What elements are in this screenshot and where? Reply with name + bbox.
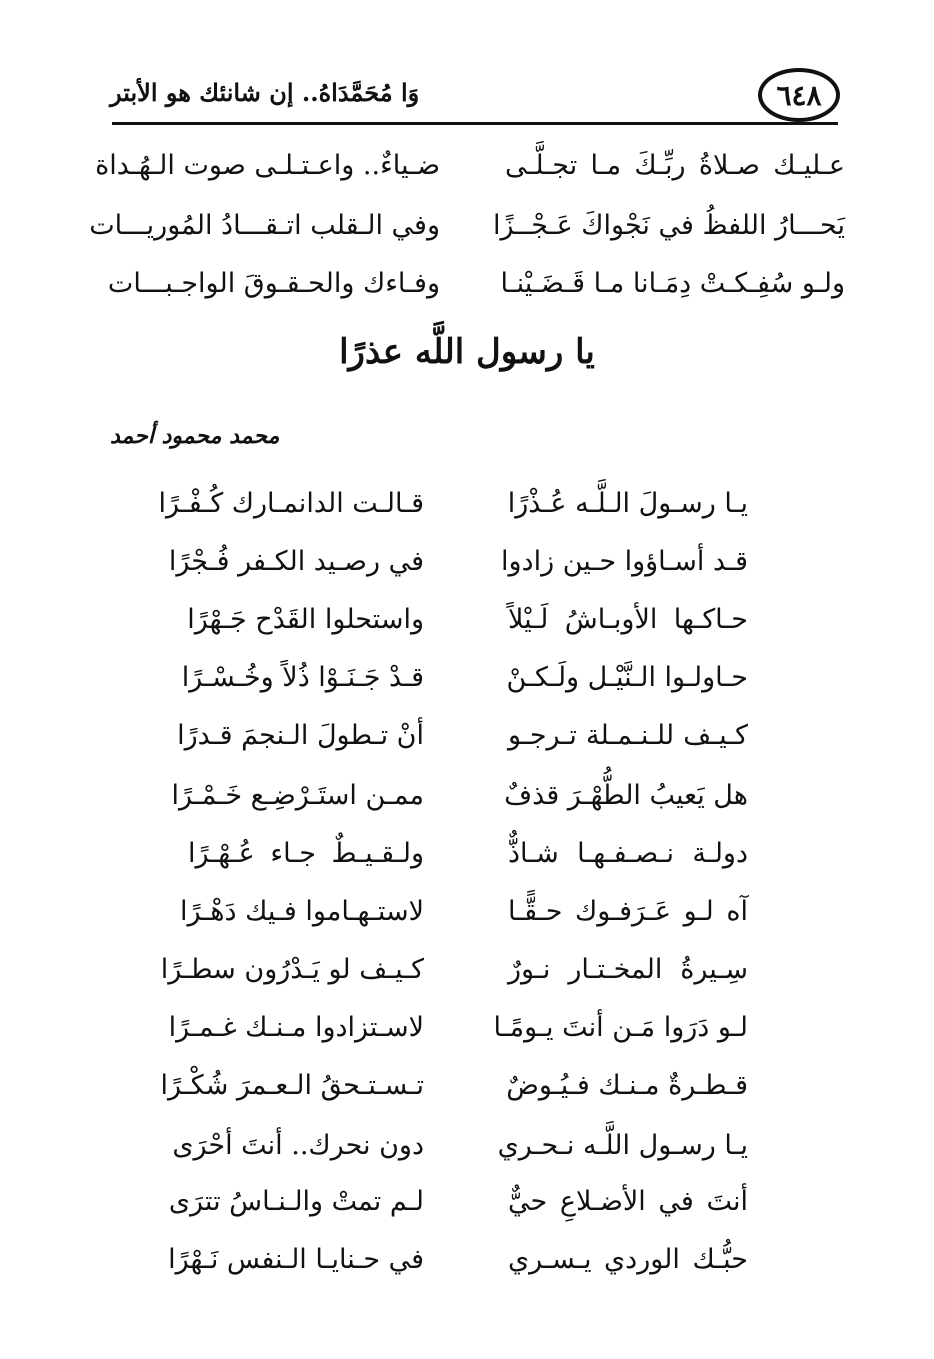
poem-verse-right: لـو دَرَوا مَـن أنتَ يـومًـا <box>493 1012 748 1043</box>
poem-verse-right: آه لـو عَـرَفـوك حـقًّـا <box>508 896 748 927</box>
page-number: ٦٤٨ <box>758 68 840 122</box>
poem-verse-left: في رصـيد الكـفر فُـجْرًا <box>168 546 424 577</box>
poem-verse-left: لاستـهـاموا فـيك دَهْـرًا <box>179 896 424 927</box>
poem-verse-left: قـدْ جَـنَـوْا ذُلاً وخُـسْـرًا <box>181 662 424 693</box>
poem-title: يا رسول اللَّه عذرًا <box>339 332 595 372</box>
poem-verse-right: حـاكـها الأوبـاشُ لَـيْلاً <box>508 604 748 635</box>
poem-verse-right: هل يَعيبُ الطُّهْـرَ قذفٌ <box>504 780 748 811</box>
intro-verse-right: يَحـــارُ اللفظُ في نَجْواكَ عَـجْــزًا <box>493 210 845 241</box>
intro-verse-left: وفـاءك والحـقـوقَ الواجـبـــات <box>107 268 440 299</box>
poem-verse-right: حبُّـك الوردي يـسـري <box>508 1244 748 1275</box>
poem-verse-left: ولـقـيـطٌ جـاء عُـهْـرًا <box>188 838 424 869</box>
poem-verse-left: دون نحرك.. أنتَ أحْرَى <box>172 1130 424 1161</box>
intro-verse-left: ضـياءٌ.. واعـتـلـى صوت الـهُـداة <box>95 150 440 181</box>
poem-verse-left: لاسـتزادوا مـنـك غـمـرًا <box>168 1012 424 1043</box>
poem-verse-right: كـيـف للـنـمـلة تـرجـو <box>508 720 748 751</box>
intro-verse-left: وفي الـقلب اتـقـــادُ المُوريـــات <box>89 210 440 241</box>
poem-verse-right: قـطـرةٌ مـنـك فـيُـوضٌ <box>506 1070 748 1101</box>
poem-verse-right: يـا رسـول اللَّـه نـحـري <box>497 1130 748 1161</box>
poem-verse-left: في حـنايـا الـنفس نَـهْرًا <box>168 1244 424 1275</box>
poem-verse-right: حـاولـوا الـنَّيْـل ولَـكـنْ <box>506 662 748 693</box>
poem-verse-right: قـد أسـاؤوا حـين زادوا <box>501 546 748 577</box>
poem-verse-right: دولـة نـصـفـهـا شـاذٌّ <box>508 838 748 869</box>
intro-verse-right: عـليـك صـلاةُ ربِّـكَ مـا تجـلَّـى <box>505 150 845 181</box>
poem-verse-left: كـيـف لو يَـدْرُون سطـرًا <box>160 954 424 985</box>
poem-verse-left: تـسـتـحقُ الـعـمرَ شُكْـرًا <box>160 1070 424 1101</box>
page-header <box>110 60 840 130</box>
poem-verse-left: ممـن استَـرْضِـع خَـمْـرًا <box>171 780 424 811</box>
poem-verse-left: واستحلوا القَدْح جَـهْرًا <box>187 604 424 635</box>
poem-verse-left: قـالـت الدانمـارك كُـفْـرًا <box>158 488 424 519</box>
intro-verse-right: ولـو سُفِـكـتْ دِمَـانا مـا قَـضَـيْنـا <box>500 268 845 299</box>
poem-verse-left: أنْ تـطولَ الـنجمَ قـدرًا <box>177 720 424 751</box>
poem-author: محمد محمود أحمد <box>110 423 280 449</box>
header-rule <box>112 122 838 125</box>
poem-verse-right: يـا رسـولَ الـلَّـه عُـذْرًا <box>507 488 748 519</box>
poem-verse-right: أنتَ في الأضـلاعِ حيٌّ <box>508 1186 748 1217</box>
poem-verse-right: سِـيرةُ المخـتـار نـورٌ <box>508 954 748 985</box>
running-title: وَا مُحَمَّدَاهُ.. إن شانئك هو الأبتر <box>110 78 420 107</box>
poem-verse-left: لـم تمتْ والـنـاسُ تترَى <box>168 1186 424 1217</box>
